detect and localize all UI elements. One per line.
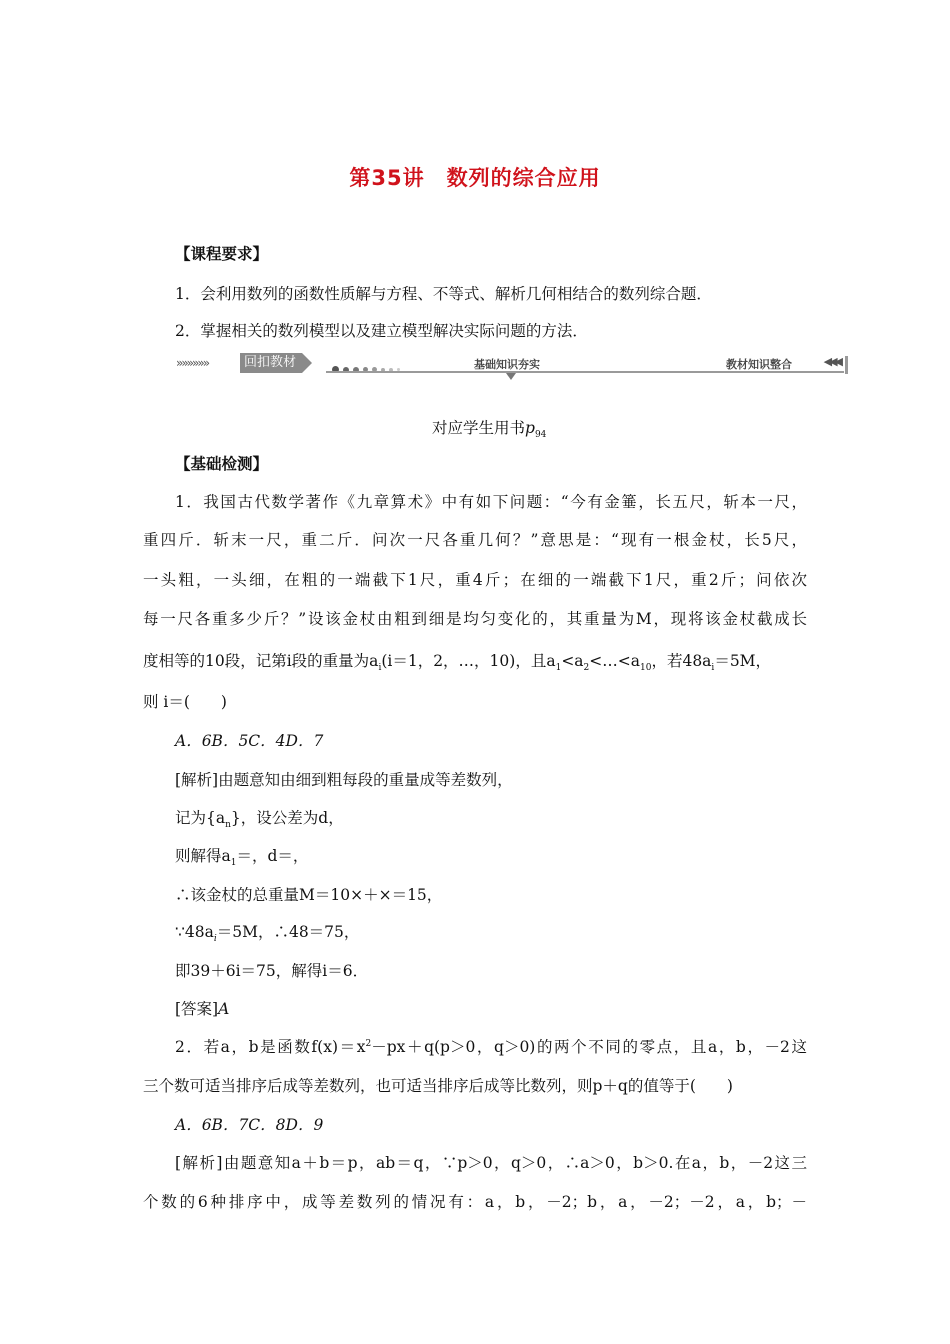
q1-text: 一头粗，一头细，在粗的一端截下1尺，重4斤；在细的一端截下1尺，重2斤；问依次 — [143, 571, 807, 589]
q2-text: 2．若a，b是函数$f(x)=x^2-px+q(p>0$，q＞0)的两个不同的零点，且a，b，－2这 — [175, 1038, 808, 1056]
q2-text: 三个数可适当排序后成等差数列，也可适当排序后成等比数列，则p＋q的值等于( ) — [143, 1077, 733, 1095]
arrow-left-icon: ◀◀◀ — [823, 355, 840, 368]
banner-right-label: 教材知识整合 — [726, 358, 792, 371]
q1-answer: [答案]A — [175, 1000, 230, 1018]
basic-heading: 【基础检测】 — [175, 454, 269, 473]
banner-tag: 回扣教材 — [240, 353, 302, 373]
page-title: 第35讲 数列的综合应用 — [349, 166, 601, 190]
banner-middle-label: 基础知识夯实 — [474, 358, 540, 371]
dots-decoration — [332, 359, 404, 378]
reference-note: 对应学生用书$p_{94}$ — [432, 419, 547, 441]
q1-analysis: [解析]由题意知由细到粗每段的重量成等差数列， — [175, 771, 513, 789]
banner-end-bar — [845, 356, 848, 374]
q1-analysis: ∴该金杖的总重量M＝10×＋×＝15， — [175, 886, 443, 904]
section-banner — [176, 352, 848, 376]
q1-analysis: 记为$\{a_n\}$，设公差为d， — [175, 809, 344, 831]
chevron-right-icon: »»»»»» — [176, 356, 209, 370]
q1-text: 1．我国古代数学著作《九章算术》中有如下问题：“今有金箠，长五尺，斩本一尺， — [175, 493, 807, 511]
q2-analysis: 个数的6种排序中，成等差数列的情况有：a，b，－2；b，a，－2；－2，a，b；－ — [143, 1193, 807, 1211]
q1-text: 度相等的10段，记第i段的重量为$a_i(i=1$，2，…，10)，且$a_1<a_2<\dots<a_{10}$，若$48a_i=5M$， — [143, 652, 772, 674]
q1-analysis: 则解得$a_1=$，d＝， — [175, 847, 309, 869]
q2-analysis: [解析]由题意知a＋b＝p，ab＝q，∵p＞0，q＞0，∴a＞0，b＞0.在a，b，－2这三 — [175, 1154, 807, 1172]
q1-options: A．6B．5C．4D．7 — [175, 732, 324, 750]
q1-analysis: $\because 48a_i=5M$，∴48＝75， — [175, 923, 360, 945]
triangle-down-icon — [506, 373, 516, 380]
q1-text: 重四斤．斩末一尺，重二斤．问次一尺各重几何？”意思是：“现有一根金杖，长5尺， — [143, 531, 807, 549]
q2-options: A．6B．7C．8D．9 — [175, 1116, 324, 1134]
requirements-heading: 【课程要求】 — [175, 244, 269, 263]
requirement-item: 1．会利用数列的函数性质解与方程、不等式、解析几何相结合的数列综合题． — [175, 285, 712, 303]
q1-text: 每一尺各重多少斤？”设该金杖由粗到细是均匀变化的，其重量为M，现将该金杖截成长 — [143, 610, 807, 628]
q1-text: 则 i＝( ) — [143, 693, 227, 711]
requirement-item: 2．掌握相关的数列模型以及建立模型解决实际问题的方法． — [175, 322, 588, 340]
q1-analysis: 即39＋6i＝75，解得i＝6． — [175, 962, 369, 980]
